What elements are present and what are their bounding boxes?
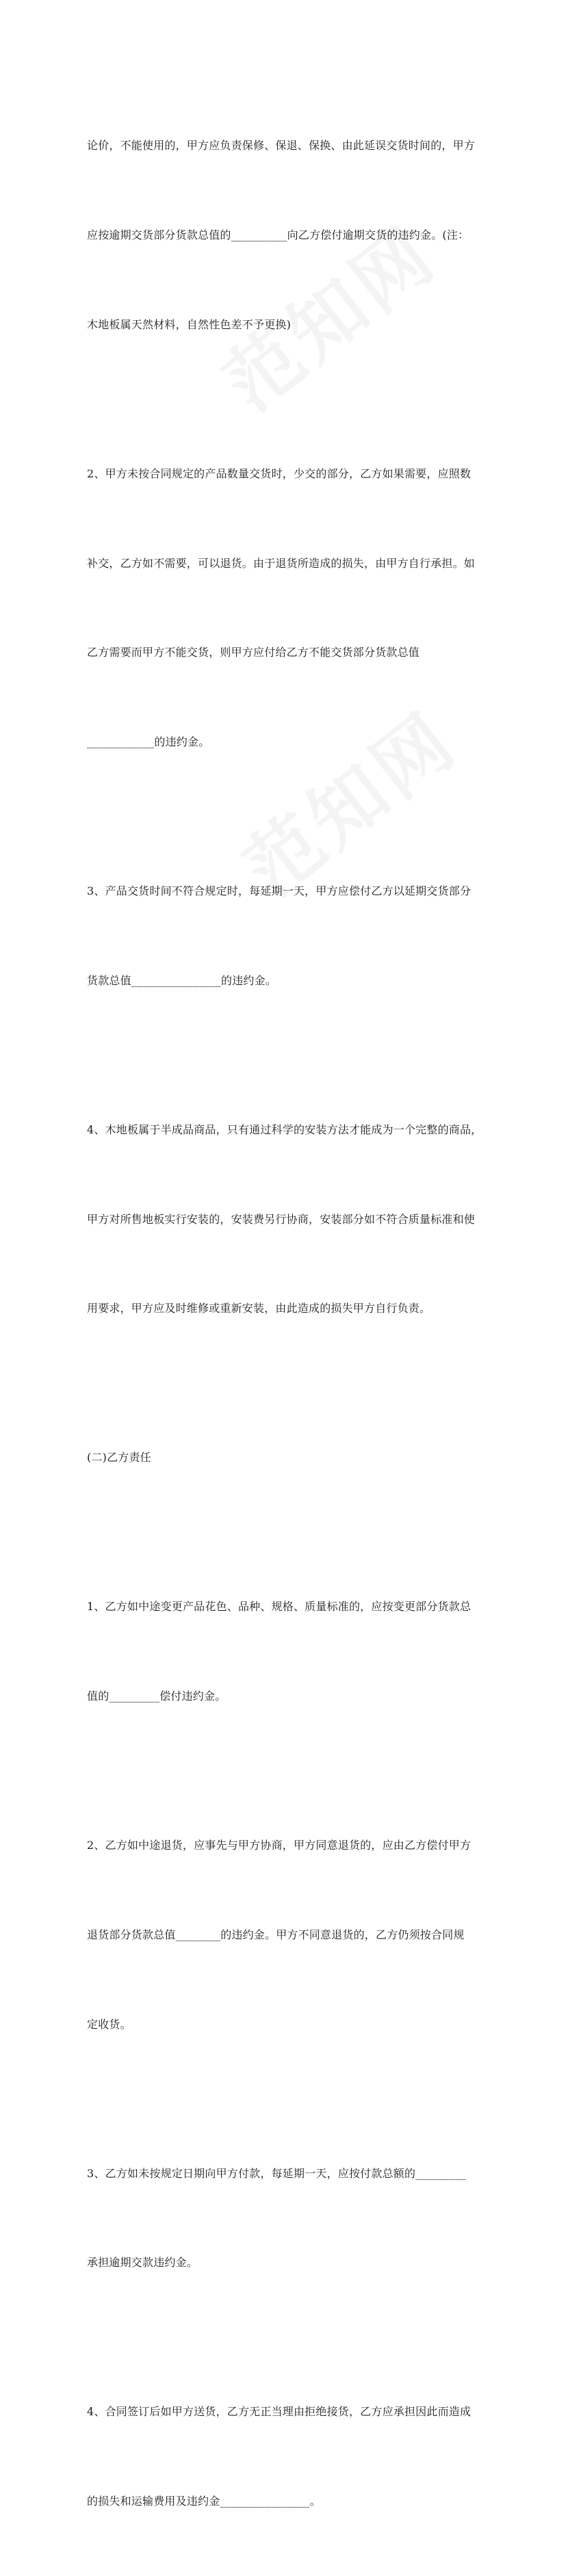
text-line: 定收货。 <box>87 2017 131 2031</box>
text-line: 甲方对所售地板实行安装的，安装费另行协商，安装部分如不符合质量标准和使 <box>87 1212 476 1226</box>
text-line: 3、乙方如未按规定日期向甲方付款，每延期一天，应按付款总额的_________ <box>87 2166 466 2180</box>
text-line: 3、产品交货时间不符合规定时，每延期一天，甲方应偿付乙方以延期交货部分 <box>87 884 472 898</box>
text-line: 用要求，甲方应及时维修或重新安装，由此造成的损失甲方自行负责。 <box>87 1302 431 1315</box>
text-line: 2、甲方未按合同规定的产品数量交货时，少交的部分，乙方如果需要，应照数 <box>87 466 472 480</box>
text-line: 的损失和运输费用及违约金________________。 <box>87 2495 321 2508</box>
text-line: 退货部分货款总值________的违约金。甲方不同意退货的，乙方仍须按合同规 <box>87 1928 465 1941</box>
paragraph-party-a-quality-penalty <box>87 71 491 399</box>
paragraph-party-a-quantity <box>87 399 491 817</box>
text-line: 应按逾期交货部分货款总值的__________向乙方偿付逾期交货的违约金。(注： <box>87 228 469 241</box>
text-line: 值的_________偿付违约金。 <box>87 1690 227 1703</box>
text-line: 承担逾期交款违约金。 <box>87 2256 198 2270</box>
text-line: 1、乙方如中途变更产品花色、品种、规格、质量标准的，应按变更部分货款总 <box>87 1600 472 1614</box>
text-line: 木地板属天然材料，自然性色差不予更换) <box>87 317 292 331</box>
paragraph-party-b-return <box>87 1771 491 2099</box>
text-line: 4、合同签订后如甲方送货，乙方无正当理由拒绝接货，乙方应承担因此而造成 <box>87 2405 472 2419</box>
section-heading: (二)乙方责任 <box>87 1451 151 1464</box>
paragraph-party-b-payment <box>87 2099 491 2337</box>
text-line: 货款总值________________的违约金。 <box>87 973 277 987</box>
paragraph-party-a-installation <box>87 1055 491 1384</box>
text-line: ____________的违约金。 <box>87 735 210 749</box>
text-line: 4、木地板属于半成品商品，只有通过科学的安装方法才能成为一个完整的商品， <box>87 1122 482 1136</box>
text-line: 论价，不能使用的，甲方应负责保修、保退、保换、由此延误交货时间的，甲方 <box>87 139 476 153</box>
paragraph-party-b-refusal <box>87 2337 491 2576</box>
paragraph-party-b-change <box>87 1532 491 1771</box>
document-body <box>87 71 491 2576</box>
text-line: 2、乙方如中途退货，应事先与甲方协商，甲方同意退货的，应由乙方偿付甲方 <box>87 1839 472 1852</box>
text-line: 乙方需要而甲方不能交货，则甲方应付给乙方不能交货部分货款总值 <box>87 646 420 659</box>
text-line: 补交，乙方如不需要，可以退货。由于退货所造成的损失，由甲方自行承担。如 <box>87 556 476 570</box>
section-heading-party-b <box>87 1383 491 1532</box>
paragraph-party-a-delay <box>87 817 491 1055</box>
